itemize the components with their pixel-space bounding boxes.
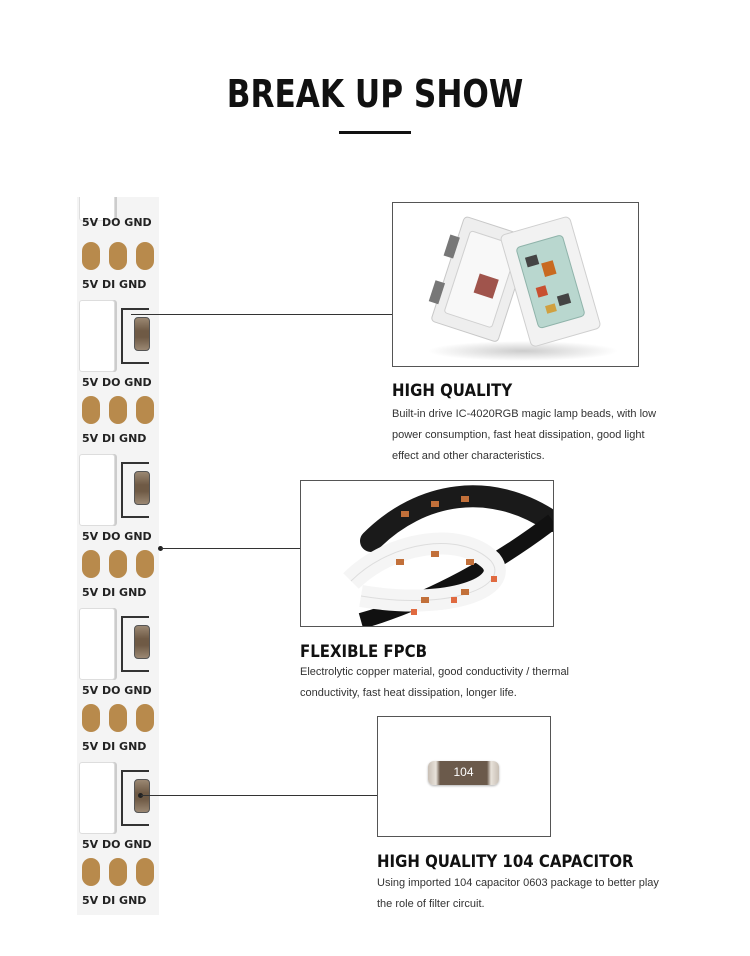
feature-desc-high-quality: Built-in drive IC-4020RGB magic lamp beads, with low power consumption, fast heat dissipation, good light effect and other characteristics. xyxy=(392,408,657,462)
led-bead-photo xyxy=(392,202,639,367)
feature-title-flexible-fpcb: FLEXIBLE FPCB xyxy=(300,642,428,662)
capacitor-photo xyxy=(377,716,551,837)
strip-segment xyxy=(77,704,159,858)
strip-segment xyxy=(77,858,159,915)
strip-segment xyxy=(77,550,159,704)
strip-label-in: 5V DI GND xyxy=(82,586,147,599)
led-strip-closeup xyxy=(77,197,159,915)
capacitor-label: 104 xyxy=(453,765,474,779)
capacitor xyxy=(134,625,150,659)
copper-pads xyxy=(80,704,156,732)
led-chip xyxy=(79,454,115,526)
copper-pads xyxy=(80,242,156,270)
strip-label-in: 5V DI GND xyxy=(82,740,147,753)
flexible-strip-illustration xyxy=(301,481,553,626)
strip-label-out: 5V DO GND xyxy=(82,530,152,543)
copper-pads xyxy=(80,550,156,578)
connector-line-capacitor xyxy=(141,795,377,796)
feature-desc-flexible-fpcb: Electrolytic copper material, good conductivity / thermal conductivity, fast heat dissipation, longer life. xyxy=(300,666,570,699)
copper-pads xyxy=(80,396,156,424)
feature-title-capacitor: HIGH QUALITY 104 CAPACITOR xyxy=(377,852,634,872)
led-bead-illustration xyxy=(393,203,638,366)
strip-label-out: 5V DO GND xyxy=(82,376,152,389)
connector-line-led xyxy=(131,314,392,315)
led-chip xyxy=(79,762,115,834)
strip-segment xyxy=(77,396,159,550)
title-underline xyxy=(339,131,411,134)
page-title: BREAK UP SHOW xyxy=(226,72,524,116)
capacitor-component xyxy=(428,761,499,785)
strip-label-out: 5V DO GND xyxy=(82,216,152,229)
strip-label-out: 5V DO GND xyxy=(82,838,152,851)
flexible-fpcb-photo xyxy=(300,480,554,627)
capacitor xyxy=(134,317,150,351)
connector-line-fpcb xyxy=(161,548,300,549)
strip-label-in: 5V DI GND xyxy=(82,278,147,291)
feature-desc-capacitor: Using imported 104 capacitor 0603 package to better play the role of filter circuit. xyxy=(377,877,659,910)
strip-label-out: 5V DO GND xyxy=(82,684,152,697)
copper-pads xyxy=(80,858,156,886)
feature-title-high-quality: HIGH QUALITY xyxy=(392,381,513,401)
capacitor xyxy=(134,471,150,505)
led-chip xyxy=(79,300,115,372)
strip-label-in: 5V DI GND xyxy=(82,432,147,445)
strip-segment xyxy=(77,242,159,396)
strip-segment xyxy=(77,197,159,229)
strip-label-in: 5V DI GND xyxy=(82,894,147,907)
led-chip xyxy=(79,608,115,680)
